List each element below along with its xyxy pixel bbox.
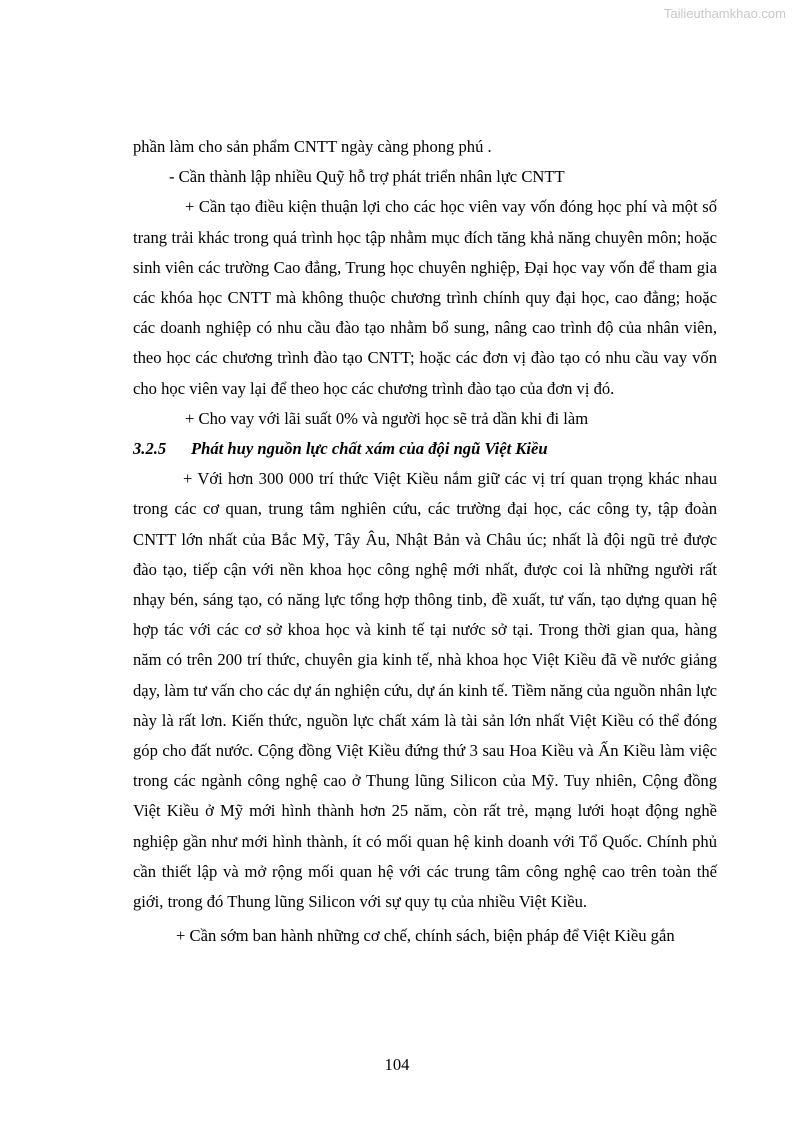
bullet-item: - Cần thành lập nhiều Quỹ hỗ trợ phát triển nhân lực CNTT bbox=[169, 167, 565, 187]
paragraph: + Cần tạo điều kiện thuận lợi cho các học viên vay vốn đóng học phí và một số trang trải khác trong quá trình học tập nhằm mục đích tăng khả năng chuyên môn; hoặc sinh viên các trường Cao đẳng, Trung học chuyên nghiệp, Đại học vay vốn để tham gia các khóa học CNTT mà không thuộc chương trình chính quy đại học, cao đẳng; hoặc các doanh nghiệp có nhu cầu đào tạo nhằm bổ sung, nâng cao trình độ của nhân viên, theo học các chương trình đào tạo CNTT; hoặc các đơn vị đào tạo có nhu cầu vay vốn cho học viên vay lại để theo học các chương trình đào tạo của đơn vị đó. bbox=[133, 197, 717, 398]
section-heading bbox=[133, 434, 717, 464]
watermark: Tailieuthamkhao.com bbox=[663, 6, 786, 21]
page-body bbox=[133, 132, 717, 951]
paragraph: + Cần sớm ban hành những cơ chế, chính sách, biện pháp để Việt Kiều gắn bbox=[176, 926, 675, 946]
section-number: 3.2.5 bbox=[133, 439, 167, 459]
page-number: 104 bbox=[384, 1055, 410, 1074]
paragraph: phần làm cho sản phẩm CNTT ngày càng phong phú . bbox=[133, 137, 492, 156]
section-title: Phát huy nguồn lực chất xám của đội ngũ Việt Kiều bbox=[191, 439, 548, 459]
paragraph: + Cho vay với lãi suất 0% và người học sẽ trả dần khi đi làm bbox=[185, 408, 589, 428]
paragraph: + Với hơn 300 000 trí thức Việt Kiều nắm giữ các vị trí quan trọng khác nhau trong các cơ quan, trung tâm nghiên cứu, các trường đại học, các công ty, tập đoàn CNTT lớn nhất của Bắc Mỹ, Tây Âu, Nhật Bản và Châu úc; nhất là đội ngũ trẻ được đào tạo, tiếp cận với nền khoa học công nghệ mới nhất, được coi là những người rất nhạy bén, sáng tạo, có năng lực tổng hợp thông tinb, đề xuất, tư vấn, tạo dựng quan hệ hợp tác với các cơ sở khoa học và kinh tế tại nước sở tại. Trong thời gian qua, hàng năm có trên 200 trí thức, chuyên gia kinh tế, nhà khoa học Việt Kiều đã về nước giảng dạy, làm tư vấn cho các dự án nghiện cứu, dự án kinh tế. Tiềm năng của nguồn nhân lực này là rất lơn. Kiến thức, nguồn lực chất xám là tài sản lớn nhất Việt Kiều có thể đóng góp cho đất nước. Cộng đồng Việt Kiều đứng thứ 3 sau Hoa Kiều và Ấn Kiều làm việc trong các ngành công nghệ cao ở Thung lũng Silicon của Mỹ. Tuy nhiên, Cộng đồng Việt Kiều ở Mỹ mới hình thành hơn 25 năm, còn rất trẻ, mạng lưới hoạt động nghề nghiệp gần như mới hình thành, ít có mối quan hệ kinh doanh với Tổ Quốc. Chính phủ cần thiết lập và mở rộng mối quan hệ với các trung tâm công nghệ cao trên toàn thế giới, trong đó Thung lũng Silicon với sự quy tụ của nhiều Việt Kiều. bbox=[133, 469, 717, 912]
